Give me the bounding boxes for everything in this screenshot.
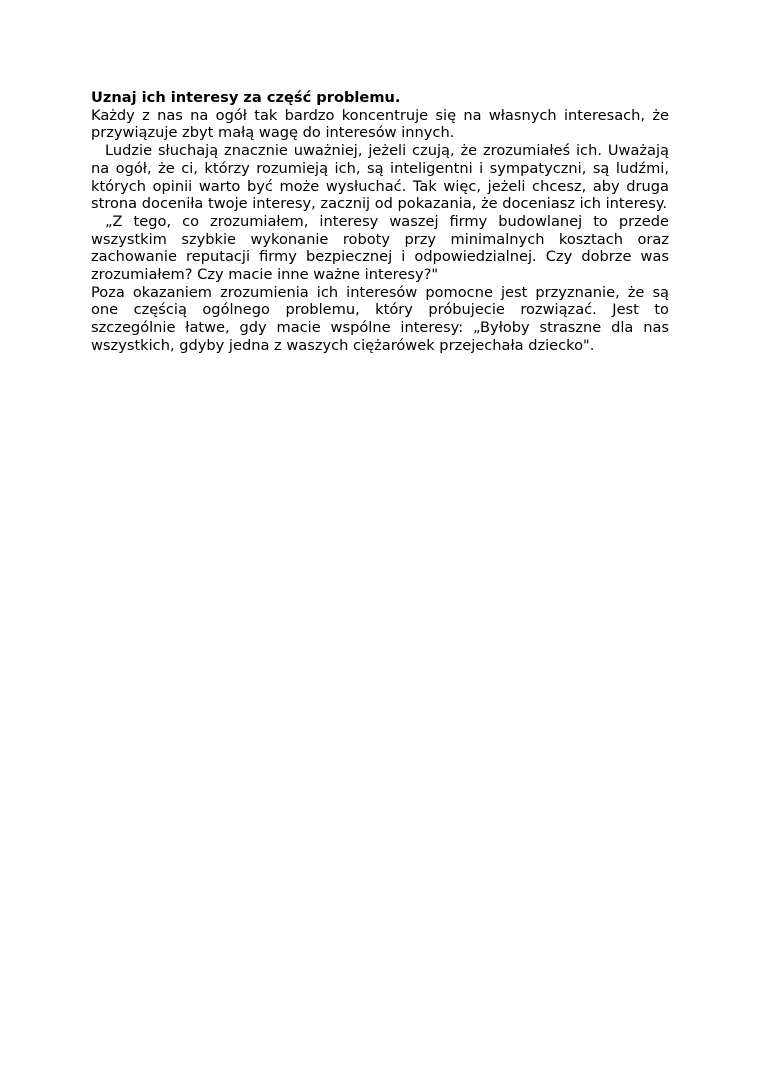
section-heading: Uznaj ich interesy za część problemu. [91,89,401,106]
document-body [91,89,669,355]
paragraph-2: Ludzie słuchają znacznie uważniej, jeżeli czują, że zrozumiałeś ich. Uważają na ogół, że ci, którzy rozumieją ich, są inteligentni i sympatyczni, są ludźmi, których opinii warto być może wysłuchać. Tak więc, jeżeli chcesz, aby druga strona doceniła twoje interesy, zacznij od pokazania, że doceniasz ich interesy. [91,142,669,213]
paragraph-3-quote: „Z tego, co zrozumiałem, interesy waszej firmy budowlanej to przede wszystkim szybkie wykonanie roboty przy minimalnych kosztach oraz zachowanie reputacji firmy bezpiecznej i odpowiedzialnej. Czy dobrze was zrozumiałem? Czy macie inne ważne interesy?" [91,212,669,284]
paragraph-4: Poza okazaniem zrozumienia ich interesów pomocne jest przyznanie, że są one częścią ogólnego problemu, który próbujecie rozwiązać. Jest to szczególnie łatwe, gdy macie wspólne interesy: „Byłoby straszne dla nas wszystkich, gdyby jedna z waszych ciężarówek przejechała dziecko". [91,283,669,354]
paragraph-1: Każdy z nas na ogół tak bardzo koncentruje się na własnych interesach, że przywiązuje zbyt małą wagę do interesów innych. [91,106,669,142]
